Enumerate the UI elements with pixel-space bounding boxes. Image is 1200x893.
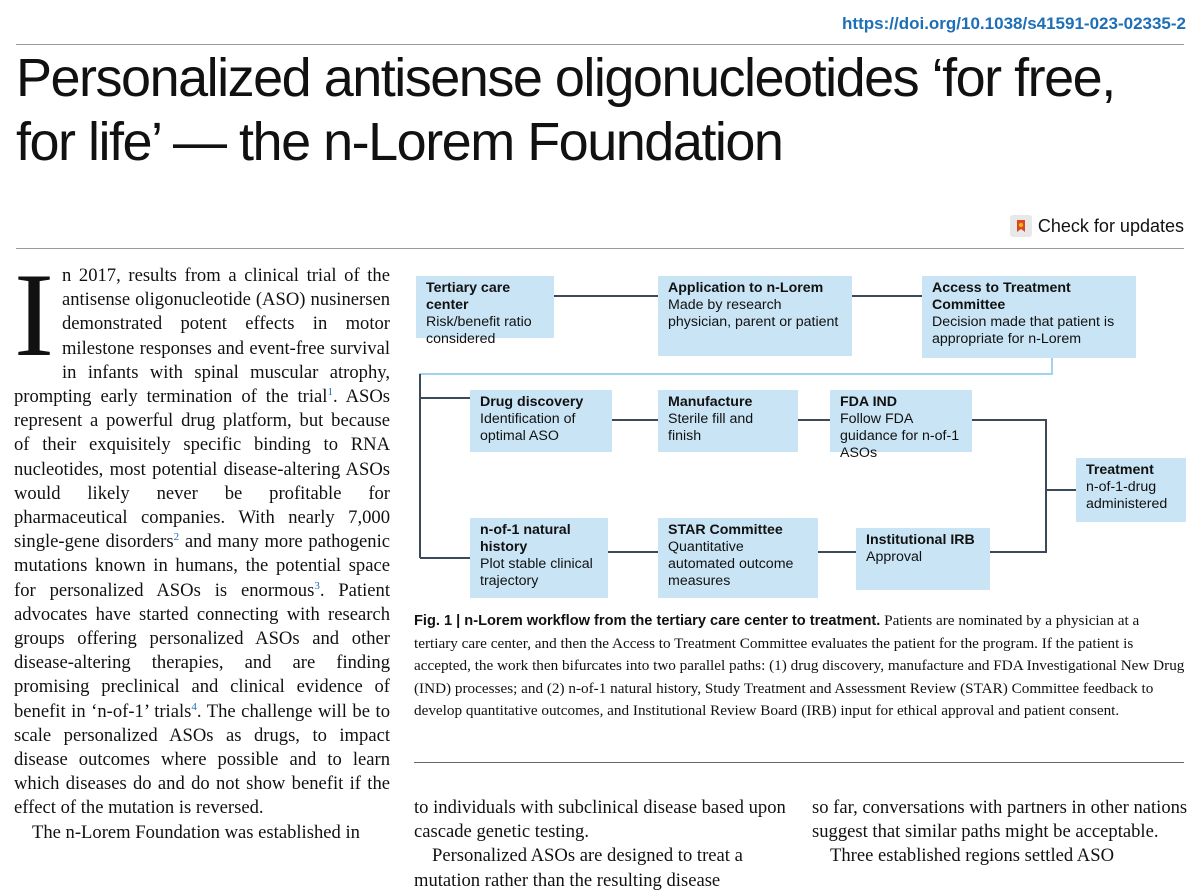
caption-label: Fig. 1 | n-Lorem workflow from the tertiary care center to treatment. [414, 613, 881, 629]
intro-paragraph [14, 248, 390, 845]
body-text: The n-Lorem Foundation was established in [32, 821, 360, 843]
box-fda-ind: FDA IND Follow FDA guidance for n-of-1 ASOs [830, 390, 972, 452]
box-tertiary-care: Tertiary care center Risk/benefit ratio considered [416, 276, 554, 338]
box-application: Application to n-Lorem Made by research physician, parent or patient [658, 276, 852, 356]
body-text: . Patient advocates have started connecting with research groups offering personalized ASOs and other disease-altering therapies, and are finding promising preclinical and clinical evidence of benefit in ‘n-of-1’ trials [14, 579, 390, 722]
figure-divider [414, 762, 1184, 763]
doi-link[interactable]: https://doi.org/10.1038/s41591-023-02335-2 [842, 14, 1186, 33]
body-text: to individuals with subclinical disease based upon cascade genetic testing. [414, 797, 786, 843]
update-badge-icon [1010, 215, 1032, 237]
body-text: and many more pathogenic mutations known in humans, the potential space for personalized ASOs is enormous [14, 531, 390, 601]
drop-cap: I [14, 248, 54, 381]
box-manufacture: Manufacture Sterile fill and finish [658, 390, 798, 452]
body-text: Personalized ASOs are designed to treat a mutation rather than the resulting disease [414, 845, 743, 891]
box-access-committee: Access to Treatment Committee Decision made that patient is appropriate for n-Lorem [922, 276, 1136, 358]
check-for-updates-label: Check for updates [1037, 215, 1184, 236]
box-institutional-irb: Institutional IRB Approval [856, 528, 990, 590]
column-two-text [414, 796, 792, 893]
body-text: so far, conversations with partners in other nations suggest that similar paths might be acceptable. [812, 797, 1188, 843]
section-divider [16, 248, 1184, 249]
article-title: Personalized antisense oligonucleotides ‘for free, for life’ — the n-Lorem Foundation [16, 48, 1115, 172]
reference-link[interactable]: 3 [314, 579, 320, 592]
header-divider [16, 44, 1184, 45]
box-drug-discovery: Drug discovery Identification of optimal ASO [470, 390, 612, 452]
caption-text: Patients are nominated by a physician at a tertiary care center, and then the Access to Treatment Committee evaluates the patient for the program. If the patient is accepted, the work then bifurcates into two parallel paths: (1) drug discovery, manufacture and FDA Investigational New Drug (IND) processes; and (2) n-of-1 natural history, Study Treatment and Assessment Review (STAR) Committee feedback to develop quantitative outcomes, and Institutional Review Board (IRB) input for ethical approval and patient consent. [414, 612, 1185, 720]
box-natural-history: n-of-1 natural history Plot stable clinical trajectory [470, 518, 608, 598]
body-text: . The challenge will be to scale personalized ASOs as drugs, to impact disease outcomes where possible and to learn which diseases do and do not show benefit if the effect of the mutation is reversed. [14, 700, 390, 819]
check-for-updates-button[interactable] [1010, 215, 1184, 237]
box-star-committee: STAR Committee Quantitative automated outcome measures [658, 518, 818, 598]
figure-caption [414, 610, 1186, 723]
body-text: Three established regions settled ASO [830, 845, 1115, 867]
column-three-text [812, 796, 1188, 869]
workflow-figure [412, 262, 1188, 600]
reference-link[interactable]: 2 [173, 531, 180, 544]
body-text: n 2017, results from a clinical trial of the antisense oligonucleotide (ASO) nusinersen demonstrated potent effects in motor milestone responses and event-free survival in infants with spinal muscular atrophy, prompting early termination of the trial [14, 265, 390, 408]
body-text: . ASOs represent a powerful drug platform, but because of their exquisitely specific binding to RNA nucleotides, most potential disease-altering ASOs would likely never be profitable for pharmaceutical companies. With nearly 7,000 single-gene disorders [14, 386, 390, 553]
reference-link[interactable]: 4 [191, 700, 197, 713]
box-treatment: Treatment n-of-1-drug administered [1076, 458, 1186, 522]
reference-link[interactable]: 1 [327, 385, 333, 398]
